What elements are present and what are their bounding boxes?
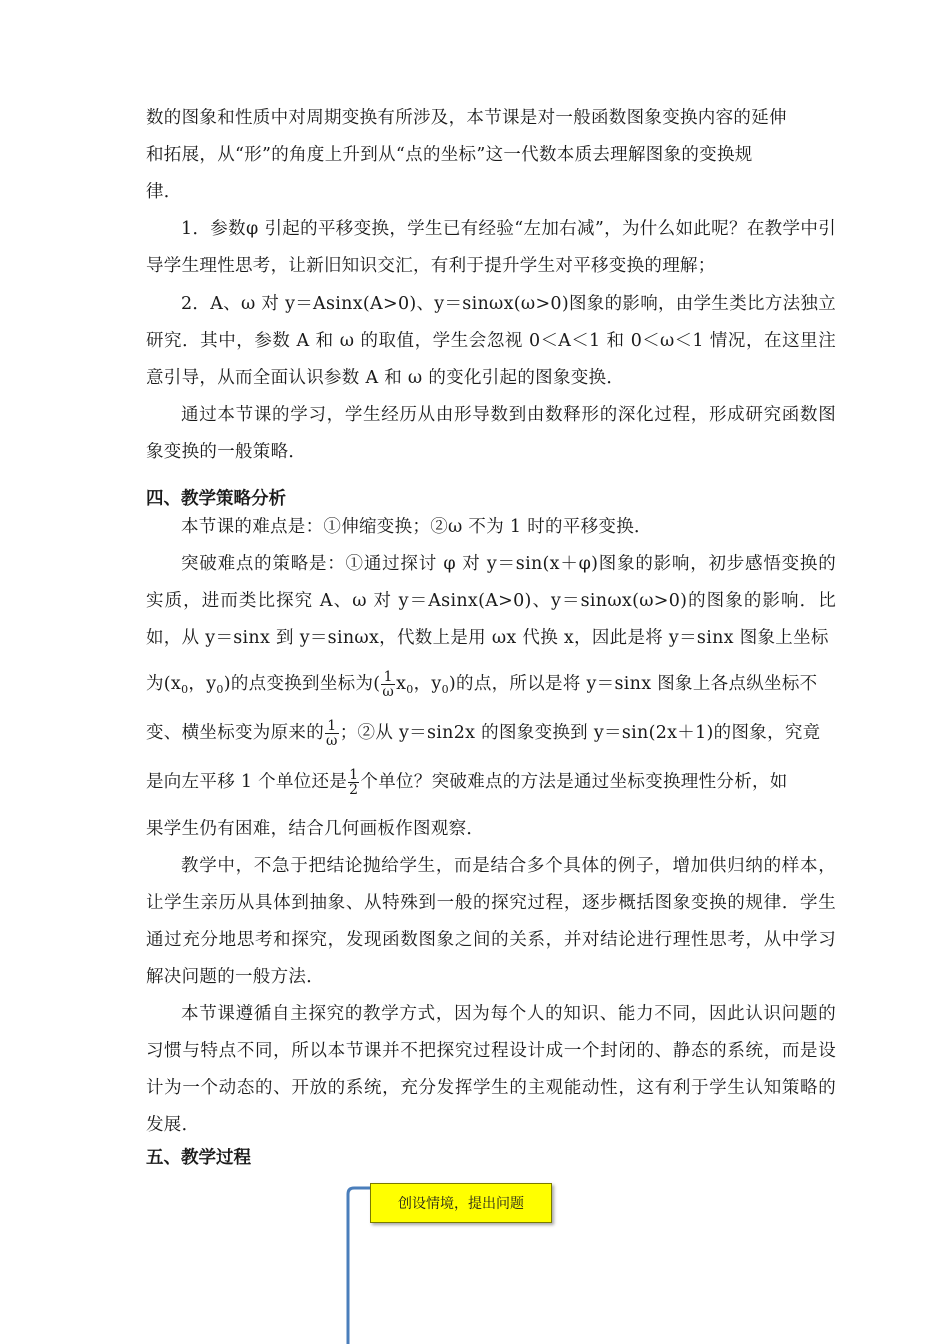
fraction-numerator: 1 <box>349 767 359 783</box>
strategy-text-h: ；②从 y＝sin2x 的图象变换到 y＝sin(2x＋1)的图象，究竟 <box>339 723 821 743</box>
point-1-paragraph: 1．参数φ 引起的平移变换，学生已有经验“左加右减”，为什么如此呢？在教学中引导学生理性思考，让新旧知识交汇，有利于提升学生对平移变换的理解； <box>146 219 836 276</box>
flowchart-step-create-scenario <box>370 1183 552 1223</box>
summary-paragraph: 通过本节课的学习，学生经历从由形导数到由数释形的深化过程，形成研究函数图象变换的一般策略． <box>146 405 836 462</box>
intro-line-2: 和拓展，从“形”的角度上升到从“点的坐标”这一代数本质去理解图象的变换规 <box>146 145 753 165</box>
intro-line-1: 数的图象和性质中对周期变换有所涉及，本节课是对一般函数图象变换内容的延伸 <box>146 108 787 128</box>
fraction-numerator: 1 <box>325 719 339 734</box>
strategy-line-scale <box>146 715 836 752</box>
fraction-one-over-omega <box>381 670 395 699</box>
strategy-line-coordinates <box>146 666 836 708</box>
subscript-zero: 0 <box>406 683 414 696</box>
section-4-heading: 四、教学策略分析 <box>146 489 286 509</box>
strategy-line-end: 果学生仍有困难，结合几何画板作图观察． <box>146 819 485 839</box>
subscript-zero: 0 <box>216 683 224 696</box>
flowchart-step-label: 创设情境，提出问题 <box>398 1196 524 1212</box>
teaching-paragraph: 教学中，不急于把结论抛给学生，而是结合多个具体的例子，增加供归纳的样本，让学生亲历从具体到抽象、从特殊到一般的探究过程，逐步概括图象变换的规律．学生通过充分地思考和探究，发现函数图象之间的关系，并对结论进行理性思考，从中学习解决问题的一般方法． <box>146 856 836 987</box>
subscript-zero: 0 <box>441 683 449 696</box>
fraction-numerator: 1 <box>381 670 395 685</box>
strategy-paragraph-part1: 突破难点的策略是：①通过探讨 φ 对 y＝sin(x＋φ)图象的影响，初步感悟变换的实质，进而类比探究 A、ω 对 y＝Asinx(A>0)、y＝sinωx(ω>0)的图象的影响．比如，从 y＝sinx 到 y＝sinωx，代数上是用 ωx 代换 x，因此是将 y＝sinx 图象上坐标 <box>146 554 836 648</box>
fraction-one-half <box>348 768 359 797</box>
strategy-text-c: )的点变换到坐标为( <box>223 674 381 694</box>
section-5-heading: 五、教学过程 <box>146 1148 251 1168</box>
autonomy-paragraph: 本节课遵循自主探究的教学方式，因为每个人的知识、能力不同，因此认识问题的习惯与特点不同，所以本节课并不把探究过程设计成一个封闭的、静态的系统，而是设计为一个动态的、开放的系统，充分发挥学生的主观能动性，这有利于学生认知策略的发展． <box>146 1004 836 1135</box>
fraction-denominator: ω <box>326 733 338 749</box>
fraction-denominator: ω <box>382 684 395 700</box>
intro-paragraph <box>146 100 836 211</box>
strategy-text-e: ，y <box>413 674 442 694</box>
strategy-text-a: 为(x <box>146 674 182 694</box>
fraction-denominator: 2 <box>349 782 359 798</box>
fraction-one-over-omega <box>325 719 339 748</box>
intro-line-3: 律． <box>146 182 182 202</box>
strategy-text-j: 个单位？突破难点的方法是通过坐标变换理性分析，如 <box>360 772 788 792</box>
strategy-text-b: ，y <box>188 674 217 694</box>
strategy-text-i: 是向左平移 1 个单位还是 <box>146 772 348 792</box>
strategy-text-d: x <box>396 674 407 694</box>
strategy-text-f: )的点，所以是将 y＝sinx 图象上各点纵坐标不 <box>448 674 818 694</box>
difficulty-paragraph: 本节课的难点是：①伸缩变换；②ω 不为 1 时的平移变换． <box>181 517 652 537</box>
flowchart-connector-line <box>348 1188 370 1344</box>
point-2-paragraph: 2．A、ω 对 y＝Asinx(A>0)、y＝sinωx(ω>0)图象的影响，由学生类比方法独立研究．其中，参数 A 和 ω 的取值，学生会忽视 0＜A＜1 和 0＜ω＜1 情况，在这里注意引导，从而全面认识参数 A 和 ω 的变化引起的图象变换． <box>146 294 836 388</box>
strategy-line-shift <box>146 764 836 801</box>
strategy-text-g: 变、横坐标变为原来的 <box>146 723 324 743</box>
subscript-zero: 0 <box>181 683 189 696</box>
